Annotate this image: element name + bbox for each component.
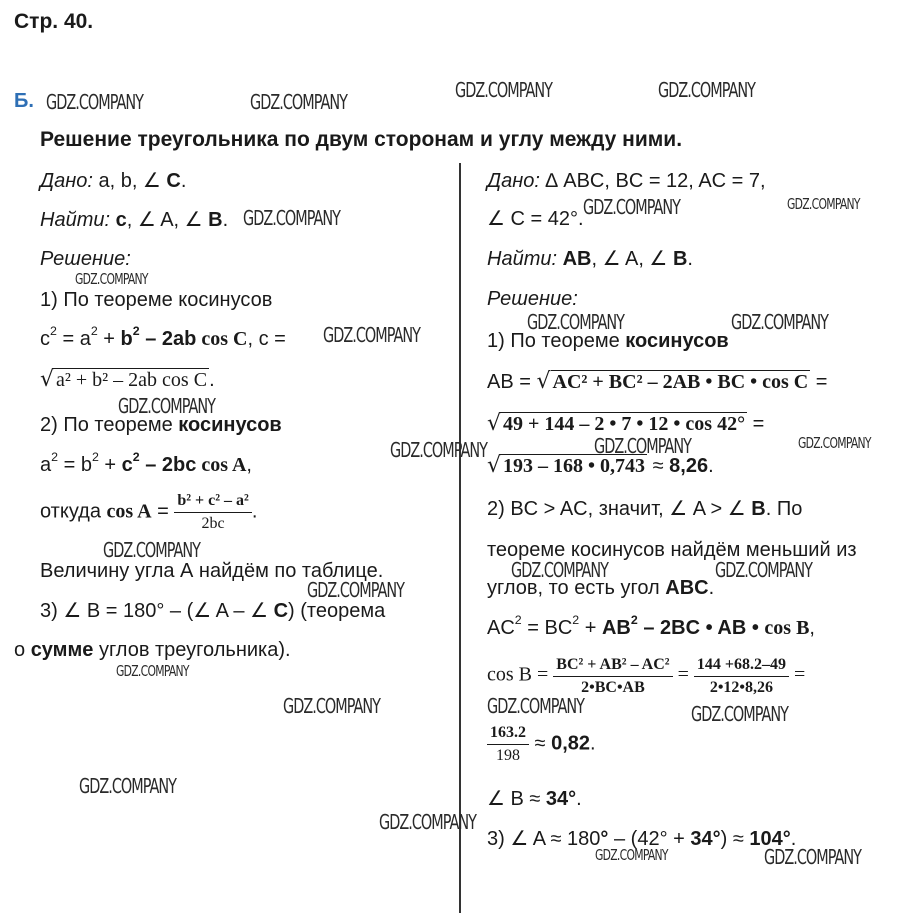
watermark: GDZ.COMPANY (487, 694, 584, 718)
right-step2-line1: 2) BC > AC, значит, ∠ A > ∠ B. По (487, 498, 803, 520)
watermark: GDZ.COMPANY (595, 846, 668, 864)
watermark: GDZ.COMPANY (691, 702, 788, 726)
watermark: GDZ.COMPANY (116, 662, 189, 680)
watermark: GDZ.COMPANY (764, 845, 861, 869)
watermark: GDZ.COMPANY (103, 538, 200, 562)
watermark: GDZ.COMPANY (75, 270, 148, 288)
watermark: GDZ.COMPANY (323, 323, 420, 347)
right-solution-label: Решение: (487, 288, 578, 310)
watermark: GDZ.COMPANY (307, 578, 404, 602)
left-step1: 1) По теореме косинусов (40, 289, 273, 311)
left-cosA-formula: откуда cos A = $\frac{\text{b² + c² – a²}}{2bc}$ . (40, 492, 258, 532)
right-cosB-formula: cos B = $\frac{\text{BC² + AB² – AC²}}{2•BC•AB}$ = $\frac{144 +68.2-49}{2•12•8,26}$ = (487, 656, 806, 696)
watermark: GDZ.COMPANY (594, 434, 691, 458)
left-step2: 2) По теореме косинусов (40, 414, 282, 436)
watermark: GDZ.COMPANY (511, 558, 608, 582)
left-step3: 3) ∠ B = 180° – (∠ A – ∠ C) (теорема (40, 600, 386, 622)
watermark: GDZ.COMPANY (243, 206, 340, 230)
right-step2-line2: теореме косинусов найдём меньший из (487, 539, 857, 561)
watermark: GDZ.COMPANY (798, 434, 871, 452)
left-step3-cont: о сумме углов треугольника). (14, 639, 291, 661)
right-ac-formula: $AC^2 = BC^2 + AB^2 - 2BC$ • AB • cos B, (487, 613, 815, 639)
left-sqrt1: √ a² + b² – 2ab cos C . (40, 367, 215, 392)
watermark: GDZ.COMPANY (715, 558, 812, 582)
left-given: Дано: a, b, ∠ C. (40, 170, 187, 192)
right-step2-line3: углов, то есть угол ABC. (487, 577, 715, 599)
right-ab-sqrt2: √ 49 + 144 – 2 • 7 • 12 • cos 42° = (487, 411, 765, 436)
watermark: GDZ.COMPANY (79, 774, 176, 798)
watermark: GDZ.COMPANY (118, 394, 215, 418)
left-solution-label: Решение: (40, 248, 131, 270)
column-divider (459, 163, 461, 913)
watermark: GDZ.COMPANY (583, 195, 680, 219)
watermark: GDZ.COMPANY (731, 310, 828, 334)
right-find: Найти: AB, ∠ A, ∠ B. (487, 248, 693, 270)
right-step1: 1) По теореме косинусов (487, 330, 729, 352)
cosB-fraction-1: $\frac{\text{BC² + AB² – AC²}}{2•BC•AB}$ (553, 656, 672, 696)
right-ab-sqrt3: √ 193 – 168 • 0,743 ≈ 8,26. (487, 453, 714, 478)
cosA-fraction: $\frac{\text{b² + c² – a²}}{2bc}$ (174, 492, 252, 532)
right-angleB: ∠ B ≈ 34°. (487, 788, 582, 810)
section-title: Решение треугольника по двум сторонам и углу между ними. (40, 128, 683, 151)
left-formula1: $c^2 = a^2 + b^2 - 2ab$ cos C, c = (40, 324, 286, 350)
watermark: GDZ.COMPANY (390, 438, 487, 462)
right-cos-result: $\frac{163.2}{198}$ ≈ 0,82. (487, 724, 596, 764)
watermark: GDZ.COMPANY (658, 78, 755, 102)
section-label: Б. (14, 90, 34, 112)
watermark: GDZ.COMPANY (787, 195, 860, 213)
page-header: Стр. 40. (14, 10, 94, 33)
watermark: GDZ.COMPANY (527, 310, 624, 334)
right-step3: 3) ∠ A ≈ 180° – (42° + 34°) ≈ 104°. (487, 828, 797, 850)
right-given-angle: ∠ C = 42°. (487, 208, 584, 230)
cosB-fraction-2: $\frac{144 +68.2-49}{2•12•8,26}$ (694, 656, 789, 696)
right-ab-sqrt1: AB = √ AC² + BC² – 2AB • BC • cos C = (487, 369, 828, 394)
watermark: GDZ.COMPANY (455, 78, 552, 102)
right-given: Дано: ∆ ABC, BC = 12, AC = 7, (487, 170, 766, 192)
left-angleA: Величину угла А найдём по таблице. (40, 560, 384, 582)
watermark: GDZ.COMPANY (283, 694, 380, 718)
left-formula2: $a^2 = b^2 + c^2 - 2bc$ cos A, (40, 450, 252, 476)
watermark: GDZ.COMPANY (379, 810, 476, 834)
watermark: GDZ.COMPANY (46, 90, 143, 114)
left-find: Найти: c, ∠ A, ∠ B. (40, 209, 229, 231)
cosB-fraction-3: $\frac{163.2}{198}$ (487, 724, 529, 764)
watermark: GDZ.COMPANY (250, 90, 347, 114)
